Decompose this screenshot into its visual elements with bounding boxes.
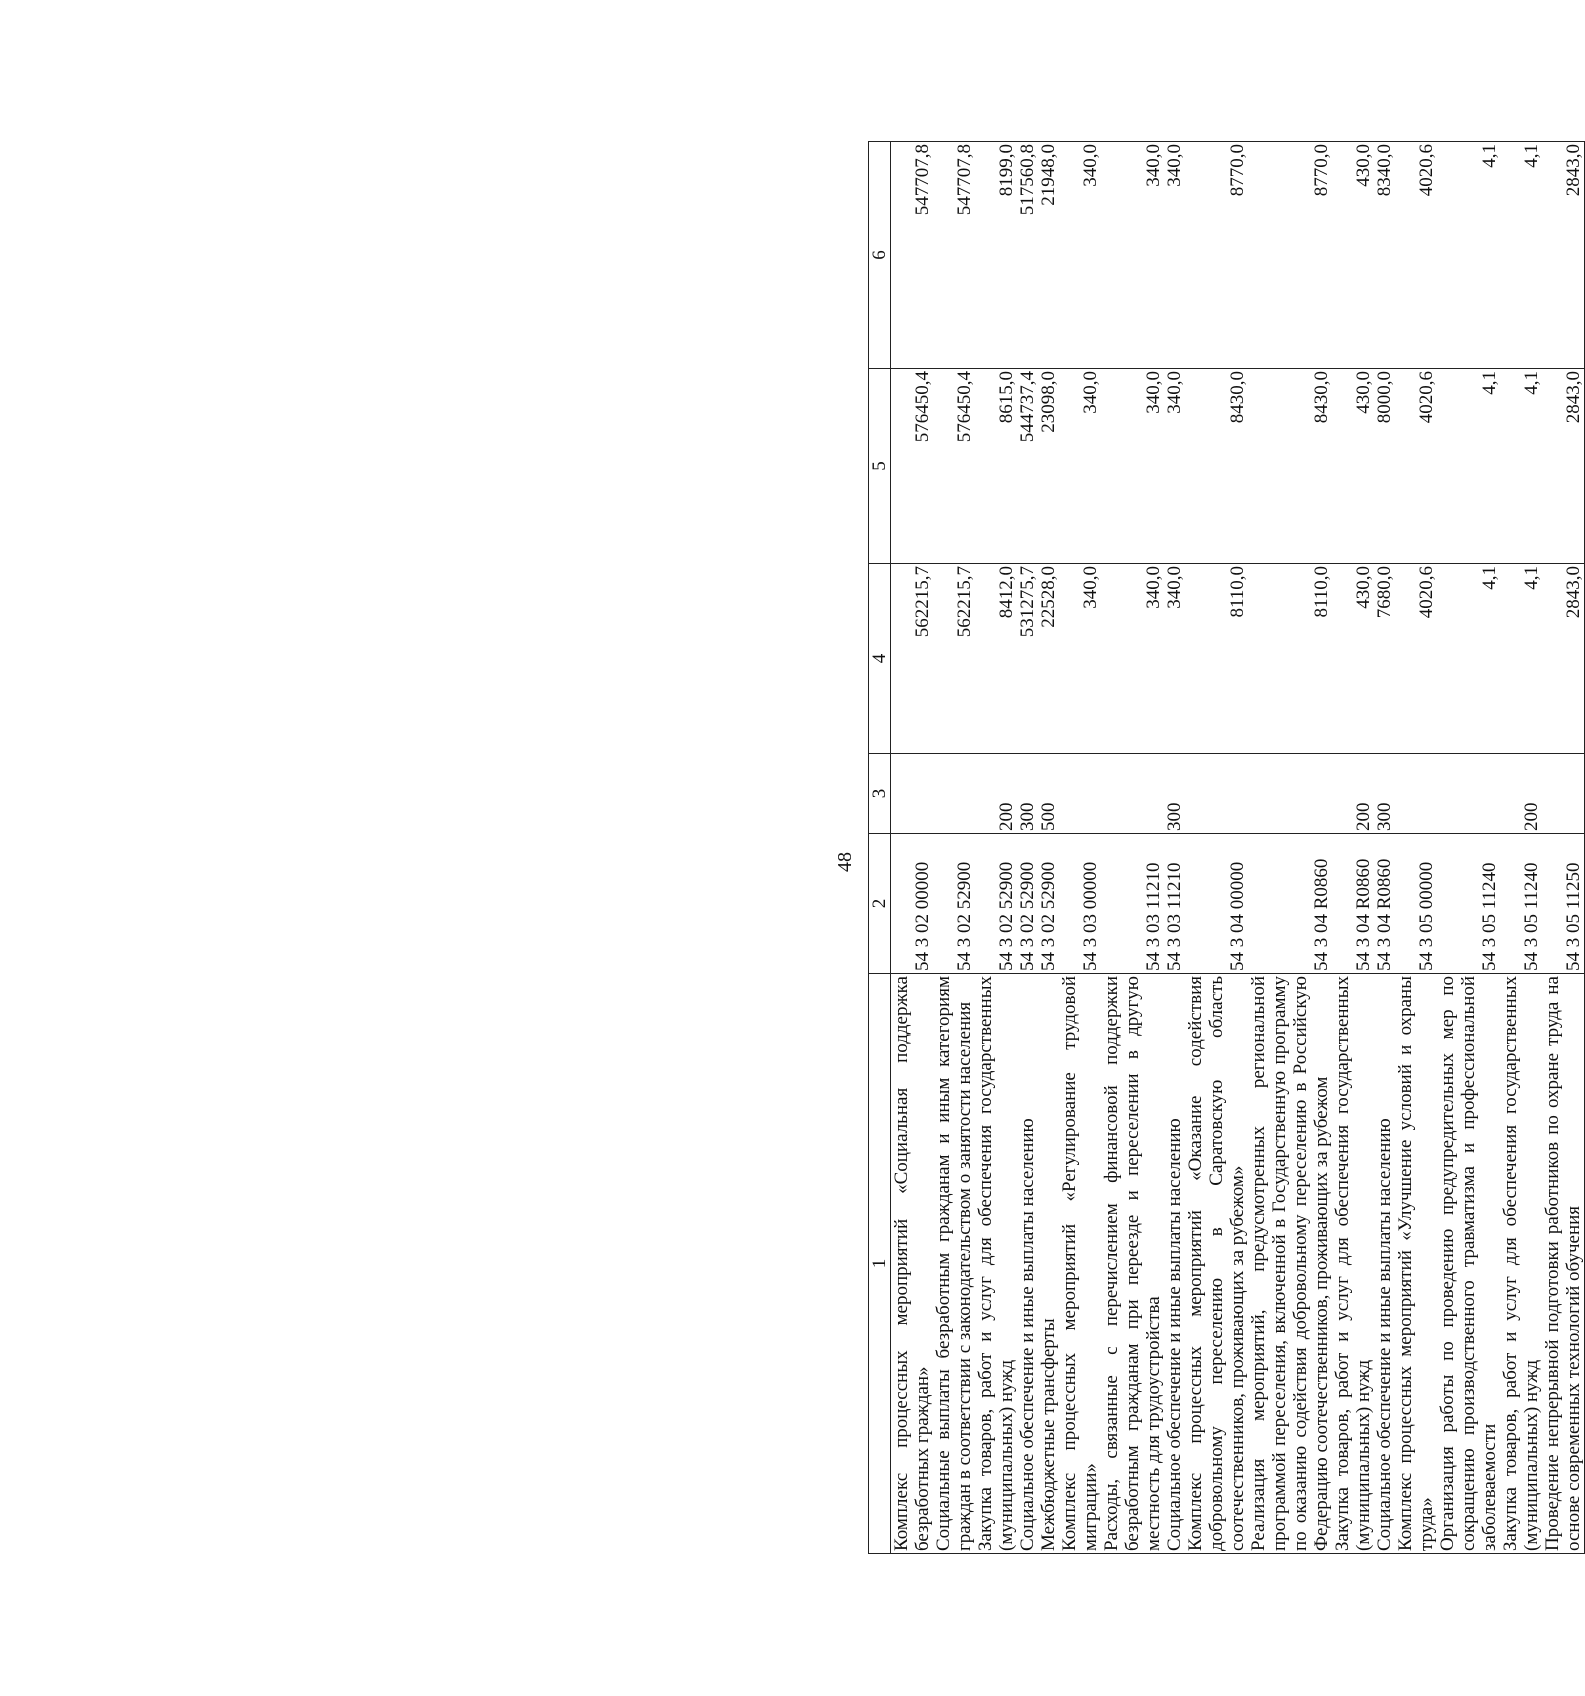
row-code: 54 3 05 11240 bbox=[1500, 834, 1542, 974]
table-row bbox=[1101, 142, 1164, 1554]
row-code: 54 3 03 00000 bbox=[1059, 834, 1101, 974]
row-code: 54 3 02 52900 bbox=[1017, 834, 1038, 974]
row-value-col5: 8430,0 bbox=[1248, 369, 1332, 564]
row-value-col4: 430,0 bbox=[1332, 564, 1374, 754]
row-code: 54 3 02 52900 bbox=[1038, 834, 1059, 974]
budget-table bbox=[868, 141, 1585, 1554]
row-name: Закупка товаров, работ и услуг для обеспечения государственных (муниципальных) нужд bbox=[1500, 974, 1542, 1554]
table-row bbox=[1164, 142, 1185, 1554]
table-row bbox=[1038, 142, 1059, 1554]
row-name: Организация работы по проведению предупредительных мер по сокращению производственного травматизма и профессиональной заболеваемости bbox=[1437, 974, 1500, 1554]
row-value-col4: 340,0 bbox=[1101, 564, 1164, 754]
row-expense-type: 200 bbox=[1500, 754, 1542, 834]
row-value-col5: 340,0 bbox=[1164, 369, 1185, 564]
row-expense-type: 200 bbox=[1332, 754, 1374, 834]
row-value-col6: 4020,6 bbox=[1395, 142, 1437, 369]
row-value-col4: 22528,0 bbox=[1038, 564, 1059, 754]
row-name: Комплекс процессных мероприятий «Социальная поддержка безработных граждан» bbox=[891, 974, 934, 1554]
row-value-col6: 547707,8 bbox=[891, 142, 934, 369]
row-code: 54 3 02 52900 bbox=[933, 834, 975, 974]
row-expense-type bbox=[1101, 754, 1164, 834]
row-value-col6: 21948,0 bbox=[1038, 142, 1059, 369]
row-expense-type bbox=[1185, 754, 1248, 834]
row-expense-type bbox=[1395, 754, 1437, 834]
row-value-col5: 4,1 bbox=[1437, 369, 1500, 564]
row-value-col4: 8110,0 bbox=[1248, 564, 1332, 754]
row-value-col4: 340,0 bbox=[1164, 564, 1185, 754]
row-value-col4: 7680,0 bbox=[1374, 564, 1395, 754]
table-row bbox=[975, 142, 1017, 1554]
header-col-2: 2 bbox=[869, 834, 891, 974]
row-name: Межбюджетные трансферты bbox=[1038, 974, 1059, 1554]
row-expense-type bbox=[1437, 754, 1500, 834]
table-row bbox=[1248, 142, 1332, 1554]
table-row bbox=[1017, 142, 1038, 1554]
row-value-col4: 2843,0 bbox=[1542, 564, 1585, 754]
table-row bbox=[1500, 142, 1542, 1554]
row-expense-type bbox=[933, 754, 975, 834]
row-value-col5: 8000,0 bbox=[1374, 369, 1395, 564]
row-code: 54 3 03 11210 bbox=[1101, 834, 1164, 974]
row-value-col5: 576450,4 bbox=[891, 369, 934, 564]
row-value-col4: 562215,7 bbox=[933, 564, 975, 754]
row-value-col6: 340,0 bbox=[1059, 142, 1101, 369]
row-value-col6: 8340,0 bbox=[1374, 142, 1395, 369]
page-number: 48 bbox=[834, 852, 856, 872]
table-body bbox=[891, 142, 1585, 1554]
row-value-col5: 340,0 bbox=[1059, 369, 1101, 564]
row-name: Закупка товаров, работ и услуг для обеспечения государственных (муниципальных) нужд bbox=[1332, 974, 1374, 1554]
table-row bbox=[1437, 142, 1500, 1554]
row-expense-type bbox=[1059, 754, 1101, 834]
row-value-col4: 8110,0 bbox=[1185, 564, 1248, 754]
row-name: Комплекс процессных мероприятий «Оказание содействия добровольному переселению в Саратовскую область соотечественников, проживающих за рубежом» bbox=[1185, 974, 1248, 1554]
row-expense-type: 300 bbox=[1164, 754, 1185, 834]
row-name: Социальное обеспечение и иные выплаты населению bbox=[1164, 974, 1185, 1554]
row-value-col4: 562215,7 bbox=[891, 564, 934, 754]
row-name: Расходы, связанные с перечислением финансовой поддержки безработным гражданам при переезде и переселении в другую местность для трудоустройства bbox=[1101, 974, 1164, 1554]
row-value-col5: 430,0 bbox=[1332, 369, 1374, 564]
table-row bbox=[1185, 142, 1248, 1554]
row-value-col6: 4,1 bbox=[1437, 142, 1500, 369]
row-value-col4: 4020,6 bbox=[1395, 564, 1437, 754]
row-code: 54 3 05 00000 bbox=[1395, 834, 1437, 974]
row-value-col5: 576450,4 bbox=[933, 369, 975, 564]
header-col-5: 5 bbox=[869, 369, 891, 564]
row-value-col4: 4,1 bbox=[1437, 564, 1500, 754]
row-name: Комплекс процессных мероприятий «Регулирование трудовой миграции» bbox=[1059, 974, 1101, 1554]
row-value-col4: 340,0 bbox=[1059, 564, 1101, 754]
row-expense-type bbox=[1248, 754, 1332, 834]
row-name: Социальное обеспечение и иные выплаты населению bbox=[1017, 974, 1038, 1554]
row-value-col5: 4020,6 bbox=[1395, 369, 1437, 564]
row-code: 54 3 05 11240 bbox=[1437, 834, 1500, 974]
table-row bbox=[1332, 142, 1374, 1554]
row-expense-type bbox=[1542, 754, 1585, 834]
row-name: Проведение непрерывной подготовки работников по охране труда на основе современных технологий обучения bbox=[1542, 974, 1585, 1554]
row-value-col4: 8412,0 bbox=[975, 564, 1017, 754]
row-value-col6: 8770,0 bbox=[1248, 142, 1332, 369]
row-value-col6: 8770,0 bbox=[1185, 142, 1248, 369]
row-code: 54 3 04 R0860 bbox=[1374, 834, 1395, 974]
row-value-col6: 547707,8 bbox=[933, 142, 975, 369]
table-row bbox=[933, 142, 975, 1554]
row-name: Социальные выплаты безработным гражданам и иным категориям граждан в соответствии с законодательством о занятости населения bbox=[933, 974, 975, 1554]
row-code: 54 3 02 52900 bbox=[975, 834, 1017, 974]
table-row bbox=[1395, 142, 1437, 1554]
row-code: 54 3 04 00000 bbox=[1185, 834, 1248, 974]
row-expense-type: 300 bbox=[1017, 754, 1038, 834]
row-value-col6: 340,0 bbox=[1164, 142, 1185, 369]
row-value-col5: 340,0 bbox=[1101, 369, 1164, 564]
row-code: 54 3 03 11210 bbox=[1164, 834, 1185, 974]
header-col-3: 3 bbox=[869, 754, 891, 834]
row-value-col5: 4,1 bbox=[1500, 369, 1542, 564]
row-value-col6: 340,0 bbox=[1101, 142, 1164, 369]
table-row bbox=[1059, 142, 1101, 1554]
row-code: 54 3 04 R0860 bbox=[1248, 834, 1332, 974]
row-value-col4: 531275,7 bbox=[1017, 564, 1038, 754]
row-value-col6: 8199,0 bbox=[975, 142, 1017, 369]
header-col-6: 6 bbox=[869, 142, 891, 369]
header-row bbox=[869, 142, 891, 1554]
row-value-col5: 2843,0 bbox=[1542, 369, 1585, 564]
table-row bbox=[1374, 142, 1395, 1554]
row-value-col6: 430,0 bbox=[1332, 142, 1374, 369]
row-expense-type: 500 bbox=[1038, 754, 1059, 834]
row-value-col6: 2843,0 bbox=[1542, 142, 1585, 369]
row-value-col5: 23098,0 bbox=[1038, 369, 1059, 564]
header-col-1: 1 bbox=[869, 974, 891, 1554]
row-code: 54 3 02 00000 bbox=[891, 834, 934, 974]
row-expense-type: 200 bbox=[975, 754, 1017, 834]
row-value-col6: 4,1 bbox=[1500, 142, 1542, 369]
row-value-col5: 544737,4 bbox=[1017, 369, 1038, 564]
row-name: Социальное обеспечение и иные выплаты населению bbox=[1374, 974, 1395, 1554]
row-expense-type bbox=[891, 754, 934, 834]
row-code: 54 3 04 R0860 bbox=[1332, 834, 1374, 974]
table-row bbox=[891, 142, 934, 1554]
row-expense-type: 300 bbox=[1374, 754, 1395, 834]
row-code: 54 3 05 11250 bbox=[1542, 834, 1585, 974]
header-col-4: 4 bbox=[869, 564, 891, 754]
row-value-col6: 517560,8 bbox=[1017, 142, 1038, 369]
table-row bbox=[1542, 142, 1585, 1554]
row-name: Реализация мероприятий, предусмотренных региональной программой переселения, включенной в Государственную программу по оказанию содействия добровольному переселению в Российскую Федерацию соотечественников, проживающих за рубежом bbox=[1248, 974, 1332, 1554]
row-value-col5: 8430,0 bbox=[1185, 369, 1248, 564]
row-value-col5: 8615,0 bbox=[975, 369, 1017, 564]
row-value-col4: 4,1 bbox=[1500, 564, 1542, 754]
row-name: Комплекс процессных мероприятий «Улучшение условий и охраны труда» bbox=[1395, 974, 1437, 1554]
row-name: Закупка товаров, работ и услуг для обеспечения государственных (муниципальных) нужд bbox=[975, 974, 1017, 1554]
